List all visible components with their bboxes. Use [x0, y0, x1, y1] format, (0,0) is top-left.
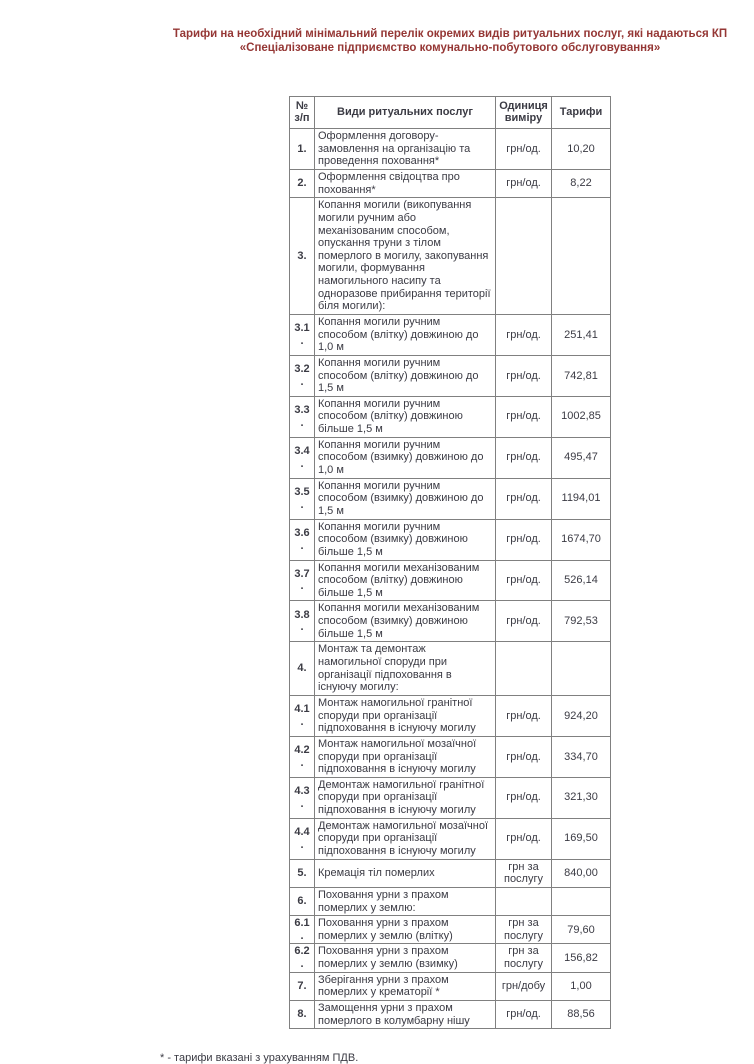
tariff-table-body [290, 129, 611, 1029]
cell-service: Демонтаж намогильної мозаїчної споруди при організації підпоховання в існуючу могилу [315, 818, 496, 859]
cell-unit: грн/од. [496, 478, 552, 519]
cell-service: Кремація тіл померлих [315, 859, 496, 887]
cell-num: 4.4. [290, 818, 315, 859]
table-row [290, 736, 611, 777]
cell-unit [496, 887, 552, 915]
table-row [290, 198, 611, 315]
cell-service: Поховання урни з прахом померлих у землю: [315, 887, 496, 915]
cell-service: Замощення урни з прахом померлого в колумбарну нішу [315, 1001, 496, 1029]
table-row [290, 695, 611, 736]
cell-tariff: 526,14 [552, 560, 611, 601]
cell-service: Копання могили (викопування могили ручним або механізованим способом, опускання труни з тілом померлого в могилу, закопування могили, формування намогильного насипу та одноразове прибирання території біля могили): [315, 198, 496, 315]
cell-service: Поховання урни з прахом померлих у землю (взимку) [315, 944, 496, 972]
cell-service: Копання могили механізованим способом (влітку) довжиною більше 1,5 м [315, 560, 496, 601]
footnote: * - тарифи вказані з урахуванням ПДВ. [160, 1052, 359, 1064]
table-row [290, 437, 611, 478]
table-row [290, 972, 611, 1000]
cell-tariff: 88,56 [552, 1001, 611, 1029]
cell-unit: грн/добу [496, 972, 552, 1000]
table-row [290, 916, 611, 944]
cell-unit [496, 198, 552, 315]
cell-unit [496, 642, 552, 696]
cell-num: 3.4. [290, 437, 315, 478]
cell-service: Оформлення свідоцтва про поховання* [315, 169, 496, 197]
cell-unit: грн/од. [496, 1001, 552, 1029]
table-row [290, 818, 611, 859]
header-row [290, 96, 611, 128]
cell-num: 3.6. [290, 519, 315, 560]
cell-tariff [552, 198, 611, 315]
cell-tariff: 1194,01 [552, 478, 611, 519]
cell-tariff: 251,41 [552, 315, 611, 356]
cell-unit: грн/од. [496, 601, 552, 642]
header-cell-service: Види ритуальних послуг [315, 96, 496, 128]
cell-unit: грн/од. [496, 736, 552, 777]
cell-tariff: 321,30 [552, 777, 611, 818]
header-cell-unit: Одиниця виміру [496, 96, 552, 128]
cell-tariff: 1674,70 [552, 519, 611, 560]
table-row [290, 396, 611, 437]
cell-unit: грн/од. [496, 437, 552, 478]
table-row [290, 355, 611, 396]
tariff-table-header [290, 96, 611, 128]
cell-num: 5. [290, 859, 315, 887]
cell-unit: грн/од. [496, 777, 552, 818]
cell-unit: грн/од. [496, 695, 552, 736]
tariff-table [289, 96, 611, 1030]
cell-tariff: 792,53 [552, 601, 611, 642]
cell-num: 4.1. [290, 695, 315, 736]
cell-tariff: 169,50 [552, 818, 611, 859]
cell-tariff [552, 887, 611, 915]
cell-service: Копання могили ручним способом (влітку) довжиною до 1,5 м [315, 355, 496, 396]
cell-tariff: 10,20 [552, 129, 611, 170]
cell-service: Монтаж намогильної мозаїчної споруди при організації підпоховання в існуючу могилу [315, 736, 496, 777]
cell-num: 6. [290, 887, 315, 915]
table-row [290, 777, 611, 818]
cell-unit: грн/од. [496, 396, 552, 437]
cell-num: 4.3. [290, 777, 315, 818]
page-title: Тарифи на необхідний мінімальний перелік окремих видів ритуальних послуг, які надаються КП «Спеціалізоване підприємство комунально-побутового обслуговування» [172, 28, 728, 55]
cell-service: Монтаж та демонтаж намогильної споруди при організації підпоховання в існуючу могилу: [315, 642, 496, 696]
cell-num: 3.1. [290, 315, 315, 356]
cell-tariff: 742,81 [552, 355, 611, 396]
cell-unit: грн за послугу [496, 944, 552, 972]
table-row [290, 478, 611, 519]
cell-num: 3.3. [290, 396, 315, 437]
cell-num: 4.2. [290, 736, 315, 777]
cell-tariff: 840,00 [552, 859, 611, 887]
cell-tariff: 334,70 [552, 736, 611, 777]
table-row [290, 859, 611, 887]
cell-unit: грн за послугу [496, 859, 552, 887]
table-row [290, 560, 611, 601]
cell-service: Поховання урни з прахом померлих у землю (влітку) [315, 916, 496, 944]
cell-tariff: 1,00 [552, 972, 611, 1000]
cell-unit: грн/од. [496, 818, 552, 859]
cell-num: 3.7. [290, 560, 315, 601]
cell-service: Копання могили ручним способом (влітку) довжиною до 1,0 м [315, 315, 496, 356]
table-row [290, 887, 611, 915]
cell-num: 6.1. [290, 916, 315, 944]
cell-tariff: 1002,85 [552, 396, 611, 437]
cell-num: 8. [290, 1001, 315, 1029]
table-row [290, 642, 611, 696]
cell-service: Копання могили ручним способом (взимку) довжиною до 1,0 м [315, 437, 496, 478]
header-cell-num: № з/п [290, 96, 315, 128]
cell-tariff: 924,20 [552, 695, 611, 736]
cell-unit: грн/од. [496, 315, 552, 356]
cell-unit: грн/од. [496, 560, 552, 601]
cell-service: Зберігання урни з прахом померлих у крематорії * [315, 972, 496, 1000]
cell-num: 1. [290, 129, 315, 170]
cell-service: Копання могили ручним способом (взимку) довжиною до 1,5 м [315, 478, 496, 519]
cell-unit: грн/од. [496, 519, 552, 560]
document-content [160, 0, 740, 1064]
cell-tariff: 8,22 [552, 169, 611, 197]
cell-tariff: 156,82 [552, 944, 611, 972]
cell-tariff [552, 642, 611, 696]
table-row [290, 944, 611, 972]
cell-service: Демонтаж намогильної гранітної споруди при організації підпоховання в існуючу могилу [315, 777, 496, 818]
cell-num: 3.8. [290, 601, 315, 642]
cell-service: Копання могили ручним способом (влітку) довжиною більше 1,5 м [315, 396, 496, 437]
header-cell-tariff: Тарифи [552, 96, 611, 128]
cell-unit: грн/од. [496, 129, 552, 170]
table-row [290, 1001, 611, 1029]
table-row [290, 601, 611, 642]
cell-num: 6.2. [290, 944, 315, 972]
cell-unit: грн/од. [496, 169, 552, 197]
cell-service: Копання могили механізованим способом (взимку) довжиною більше 1,5 м [315, 601, 496, 642]
table-row [290, 169, 611, 197]
cell-tariff: 79,60 [552, 916, 611, 944]
cell-num: 7. [290, 972, 315, 1000]
table-row [290, 315, 611, 356]
cell-num: 4. [290, 642, 315, 696]
cell-num: 3.5. [290, 478, 315, 519]
cell-num: 2. [290, 169, 315, 197]
cell-tariff: 495,47 [552, 437, 611, 478]
cell-service: Копання могили ручним способом (взимку) довжиною більше 1,5 м [315, 519, 496, 560]
cell-num: 3. [290, 198, 315, 315]
cell-unit: грн/од. [496, 355, 552, 396]
table-row [290, 519, 611, 560]
cell-service: Оформлення договору-замовлення на організацію та проведення поховання* [315, 129, 496, 170]
cell-num: 3.2. [290, 355, 315, 396]
cell-service: Монтаж намогильної гранітної споруди при організації підпоховання в існуючу могилу [315, 695, 496, 736]
cell-unit: грн за послугу [496, 916, 552, 944]
table-row [290, 129, 611, 170]
